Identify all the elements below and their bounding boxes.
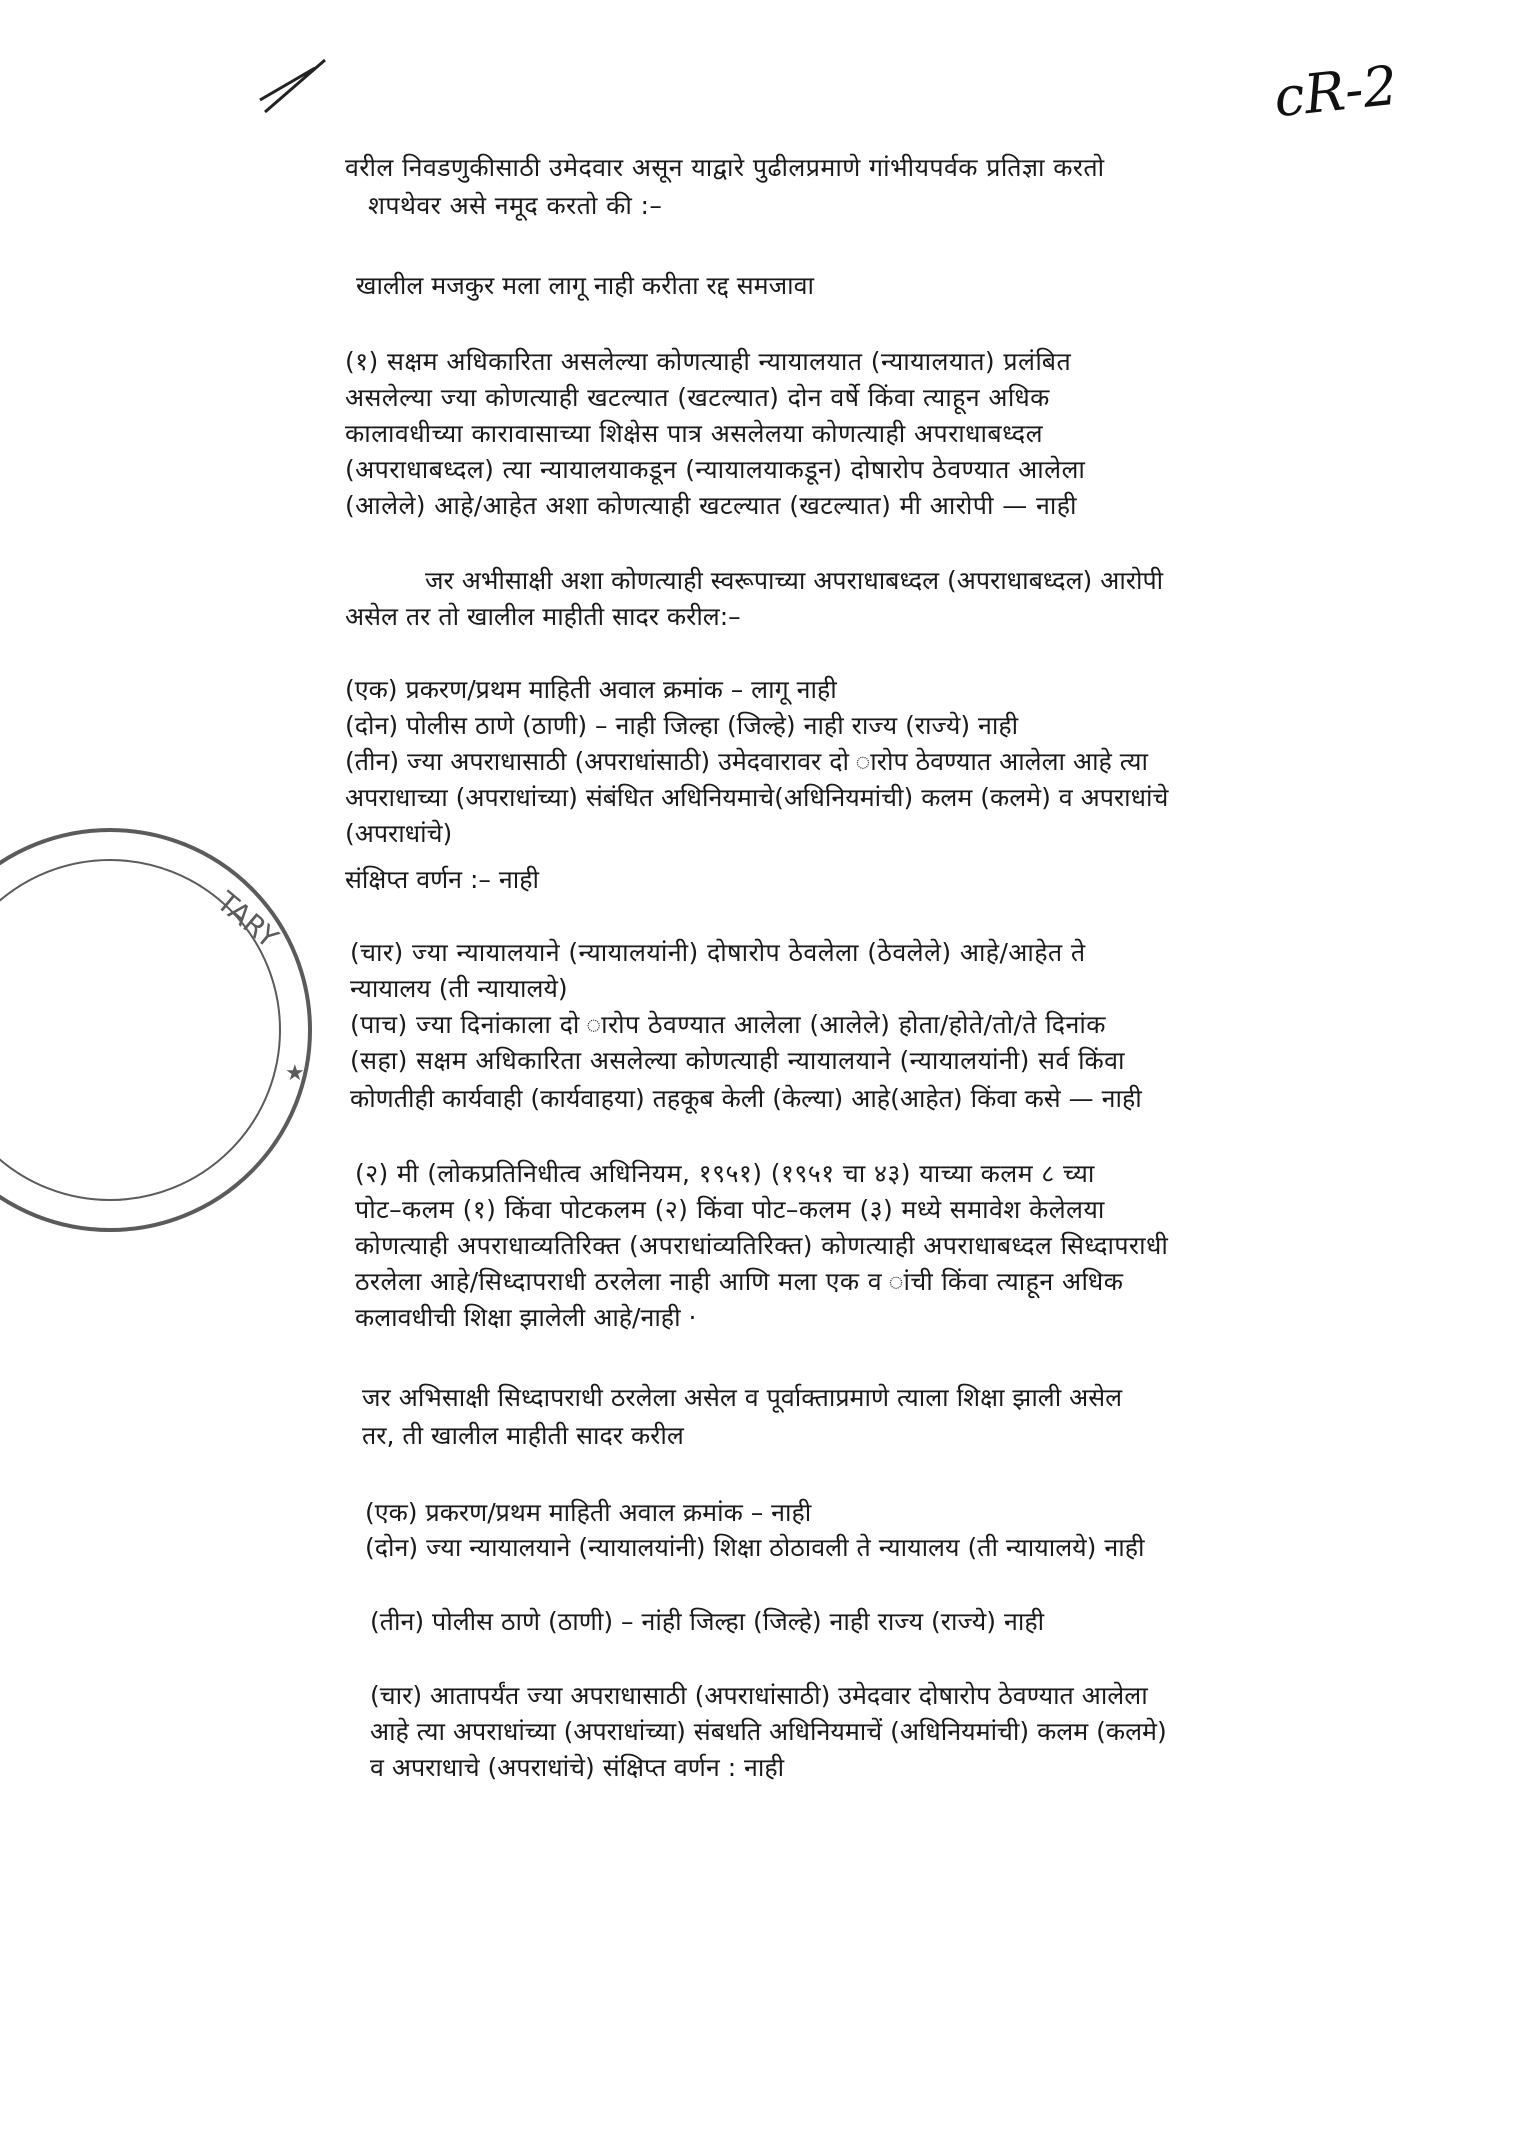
item-line: न्यायालय (ती न्यायालये)	[350, 974, 568, 1003]
item-line: अपराधाच्या (अपराधांच्या) संबंधित अधिनियमाचे(अधिनियमांची) कलम (कलमे) व अपराधांचे	[345, 783, 1169, 812]
intro-line: शपथेवर असे नमूद करतो की :–	[368, 191, 663, 220]
para3-line: कलावधीची शिक्षा झालेली आहे/नाही ·	[355, 1303, 697, 1332]
para4-line: तर, ती खालील माहीती सादर करील	[362, 1421, 684, 1450]
para1-line: (आलेले) आहे/आहेत अशा कोणत्याही खटल्यात (खटल्यात) मी आरोपी — नाही	[345, 491, 1077, 520]
para2-line: असेल तर तो खालील माहीती सादर करील:–	[345, 602, 741, 631]
para3-line: पोट–कलम (१) किंवा पोटकलम (२) किंवा पोट–कलम (३) मध्ये समावेश केलेलया	[355, 1195, 1105, 1224]
item-line: व अपराधाचे (अपराधांचे) संक्षिप्त वर्णन : नाही	[370, 1753, 785, 1782]
svg-text:TARY: TARY	[210, 885, 285, 955]
item-line: (एक) प्रकरण/प्रथम माहिती अवाल क्रमांक – लागू नाही	[345, 675, 837, 704]
para1-line: (अपराधाबध्दल) त्या न्यायालयाकडून (न्यायालयाकडून) दोषारोप ठेवण्यात आलेला	[345, 455, 1086, 484]
intro-line: वरील निवडणुकीसाठी उमेदवार असून याद्वारे पुढीलप्रमाणे गांभीयपर्वक प्रतिज्ञा करतो	[345, 153, 1105, 182]
para3-line: कोणत्याही अपराधाव्यतिरिक्त (अपराधांव्यतिरिक्त) कोणत्याही अपराधाबध्दल सिध्दापराधी	[355, 1231, 1169, 1260]
item-line: (तीन) पोलीस ठाणे (ठाणी) – नांही जिल्हा (जिल्हे) नाही राज्य (राज्ये) नाही	[370, 1607, 1045, 1636]
para3-line: (२) मी (लोकप्रतिनिधीत्व अधिनियम, १९५१) (१९५१ चा ४३) याच्या कलम ८ च्या	[355, 1159, 1095, 1188]
item-line: (एक) प्रकरण/प्रथम माहिती अवाल क्रमांक – नाही	[365, 1498, 812, 1527]
item-line: (चार) आतापर्यंत ज्या अपराधासाठी (अपराधांसाठी) उमेदवार दोषारोप ठेवण्यात आलेला	[370, 1681, 1148, 1710]
notary-seal	[0, 810, 330, 1250]
para1-line: कालावधीच्या कारावासाच्या शिक्षेस पात्र असलेलया कोणत्याही अपराधाबध्दल	[345, 419, 1043, 448]
para3-line: ठरलेला आहे/सिध्दापराधी ठरलेला नाही आणि मला एक व ांची किंवा त्याहून अधिक	[355, 1267, 1124, 1296]
item-line: (पाच) ज्या दिनांकाला दो ारोप ठेवण्यात आलेला (आलेले) होता/होते/तो/ते दिनांक	[350, 1010, 1106, 1039]
para2-line: जर अभीसाक्षी अशा कोणत्याही स्वरूपाच्या अपराधाबध्दल (अपराधाबध्दल) आरोपी	[425, 566, 1164, 595]
svg-text:★: ★	[285, 1061, 305, 1086]
item-line: कोणतीही कार्यवाही (कार्यवाहया) तहकूब केली (केल्या) आहे(आहेत) किंवा कसे — नाही	[350, 1084, 1142, 1113]
item-line: (तीन) ज्या अपराधासाठी (अपराधांसाठी) उमेदवारावर दो ारोप ठेवण्यात आलेला आहे त्या	[345, 747, 1148, 776]
item-line: संक्षिप्त वर्णन :– नाही	[345, 865, 539, 894]
item-line: (दोन) ज्या न्यायालयाने (न्यायालयांनी) शिक्षा ठोठावली ते न्यायालय (ती न्यायालये) नाही	[365, 1533, 1145, 1562]
handwritten-mark: cR-2	[1271, 53, 1401, 130]
item-line: (दोन) पोलीस ठाणे (ठाणी) – नाही जिल्हा (जिल्हे) नाही राज्य (राज्ये) नाही	[345, 711, 1019, 740]
para1-line: असलेल्या ज्या कोणत्याही खटल्यात (खटल्यात) दोन वर्षे किंवा त्याहून अधिक	[345, 383, 1050, 412]
item-line: (अपराधांचे)	[345, 819, 453, 848]
para1-line: (१) सक्षम अधिकारिता असलेल्या कोणत्याही न्यायालयात (न्यायालयात) प्रलंबित	[345, 347, 1072, 376]
item-line: (चार) ज्या न्यायालयाने (न्यायालयांनी) दोषारोप ठेवलेला (ठेवलेले) आहे/आहेत ते	[350, 938, 1086, 967]
item-line: आहे त्या अपराधांच्या (अपराधांच्या) संबधति अधिनियमाचें (अधिनियमांची) कलम (कलमे)	[370, 1717, 1167, 1746]
item-line: (सहा) सक्षम अधिकारिता असलेल्या कोणत्याही न्यायालयाने (न्यायालयांनी) सर्व किंवा	[350, 1046, 1125, 1075]
para4-line: जर अभिसाक्षी सिध्दापराधी ठरलेला असेल व पूर्वाक्ताप्रमाणे त्याला शिक्षा झाली असेल	[362, 1383, 1123, 1412]
corner-tick-mark	[255, 50, 345, 120]
note-line: खालील मजकुर मला लागू नाही करीता रद्द समजावा	[356, 271, 815, 300]
